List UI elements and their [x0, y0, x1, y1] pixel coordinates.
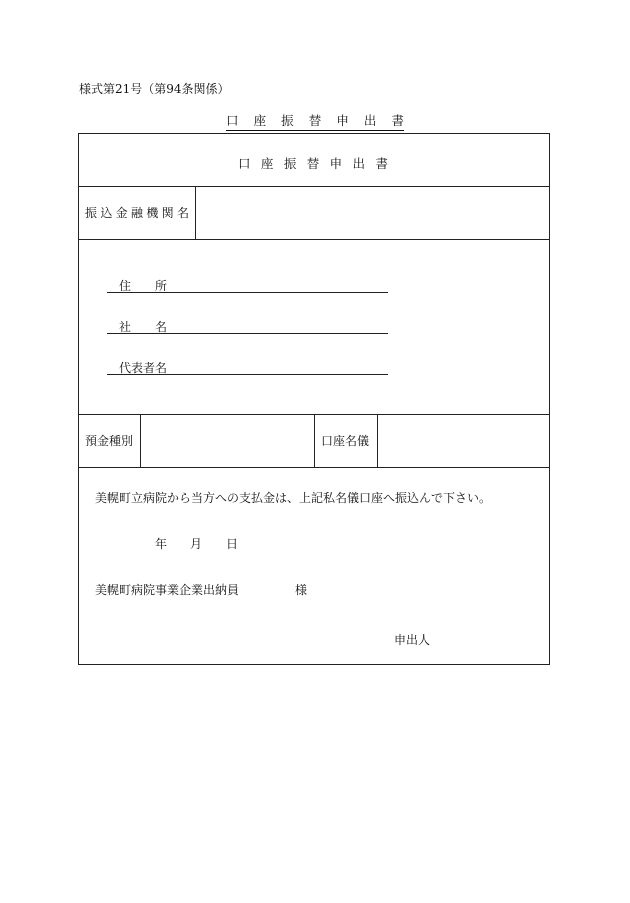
page-title-char: 座 — [253, 113, 267, 128]
divider — [78, 186, 550, 187]
box-title-char: 出 — [352, 156, 366, 171]
box-title-char: 替 — [306, 156, 320, 171]
account-holder-field[interactable] — [379, 416, 548, 465]
address-label-char: 所 — [154, 279, 167, 293]
box-title-char: 座 — [260, 156, 274, 171]
representative-label: 代表者名 — [119, 361, 168, 375]
bank-label-char: 融 — [130, 206, 143, 220]
page-title-char: 振 — [281, 113, 294, 128]
transfer-statement: 美幌町立病院から当方への支払金は、上記私名儀口座へ振込んで下さい。 — [95, 491, 492, 505]
divider — [140, 414, 141, 467]
box-title-char: 振 — [283, 156, 297, 171]
deposit-type-label: 預金種別 — [85, 434, 134, 448]
bank-label-char: 名 — [176, 206, 189, 220]
page-title — [226, 111, 404, 131]
bank-label-char: 関 — [161, 206, 174, 220]
divider — [377, 414, 378, 467]
divider — [195, 186, 196, 239]
divider — [78, 239, 550, 240]
bank-label-char: 込 — [100, 206, 113, 220]
page-title-char: 出 — [363, 113, 377, 128]
deposit-type-field[interactable] — [142, 416, 313, 465]
account-holder-label: 口座名儀 — [321, 434, 370, 448]
address-field[interactable] — [107, 292, 388, 293]
bank-name-label — [85, 206, 189, 220]
page-title-char: 替 — [308, 113, 322, 128]
applicant-label: 申出人 — [394, 633, 431, 647]
date-day: 日 — [226, 537, 239, 551]
address-label-char: 住 — [119, 279, 132, 293]
divider — [314, 414, 315, 467]
form-box-title — [238, 154, 388, 172]
page-title-char: 申 — [336, 113, 349, 128]
divider — [78, 467, 550, 468]
date-month: 月 — [190, 537, 203, 551]
bank-label-char: 金 — [115, 206, 128, 220]
representative-field[interactable] — [107, 374, 388, 375]
bank-name-field[interactable] — [197, 188, 548, 237]
page-title-char: 書 — [391, 113, 404, 128]
bank-label-char: 振 — [85, 206, 98, 220]
form-number: 様式第21号（第94条関係） — [79, 82, 230, 96]
company-label-char: 社 — [119, 320, 132, 334]
company-name-field[interactable] — [107, 333, 388, 334]
page-title-char: 口 — [226, 113, 239, 128]
box-title-char: 申 — [329, 156, 343, 171]
honorific: 様 — [295, 583, 308, 597]
recipient: 美幌町病院事業企業出納員 — [95, 583, 240, 597]
company-name-label — [119, 320, 167, 334]
company-label-char: 名 — [154, 320, 167, 334]
box-title-char: 口 — [238, 156, 251, 171]
date-year: 年 — [155, 537, 168, 551]
address-label — [119, 279, 167, 293]
bank-label-char: 機 — [146, 206, 159, 220]
box-title-char: 書 — [375, 156, 388, 171]
